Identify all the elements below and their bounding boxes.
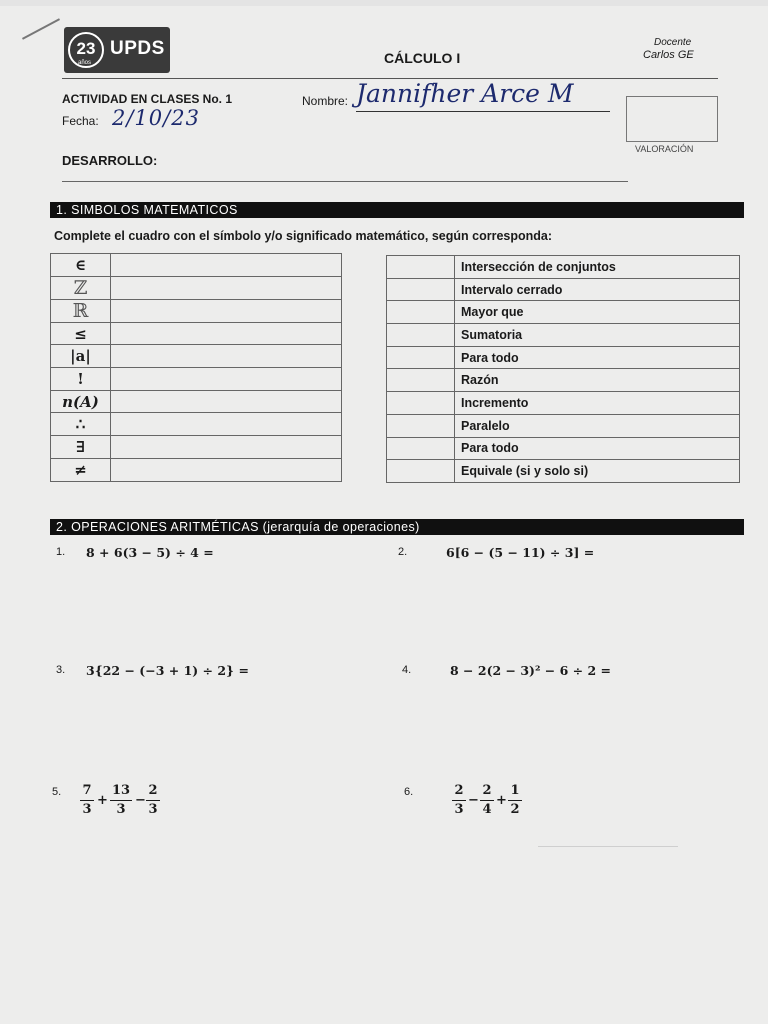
logo-anniversary-number: 23 [68, 32, 104, 68]
meaning-cell: Paralelo [455, 414, 740, 437]
date-label: Fecha: [62, 114, 99, 128]
symbol-cell: ℤ [51, 276, 111, 299]
symbol-cell: |a| [51, 345, 111, 368]
section-2-title: 2. OPERACIONES ARITMÉTICAS (jerarquía de operaciones) [56, 520, 420, 534]
symbol-answer-cell[interactable] [387, 324, 455, 347]
denominator: 3 [454, 802, 464, 817]
numerator: 13 [111, 783, 131, 798]
table-row [51, 436, 342, 459]
faint-divider [538, 846, 678, 847]
question-5-fraction-3 [146, 783, 160, 818]
denominator: 2 [510, 802, 520, 817]
table-row [387, 256, 740, 279]
meaning-answer-cell[interactable] [111, 413, 342, 436]
denominator: 3 [148, 802, 158, 817]
table-row [387, 414, 740, 437]
symbol-answer-cell[interactable] [387, 278, 455, 301]
section-1-title: 1. SIMBOLOS MATEMATICOS [56, 203, 238, 217]
page-top-edge [0, 0, 768, 6]
question-5-operator-1: + [97, 793, 108, 808]
table-row [51, 368, 342, 391]
question-2-number: 2. [398, 546, 408, 558]
question-3-expression: 3{22 − (−3 + 1) ÷ 2} = [86, 663, 249, 678]
question-2-expression: 6[6 − (5 − 11) ÷ 3] = [446, 545, 595, 560]
symbol-answer-cell[interactable] [387, 369, 455, 392]
table-row [51, 276, 342, 299]
meaning-cell: Sumatoria [455, 324, 740, 347]
table-row [51, 458, 342, 481]
meaning-cell: Equivale (si y solo si) [455, 460, 740, 483]
symbol-answer-cell[interactable] [387, 460, 455, 483]
symbol-cell: n(A) [51, 390, 111, 413]
table-row [51, 322, 342, 345]
logo-text: UPDS [110, 38, 165, 59]
meaning-answer-cell[interactable] [111, 368, 342, 391]
numerator: 1 [510, 783, 520, 798]
meaning-answer-cell[interactable] [111, 458, 342, 481]
meaning-cell: Razón [455, 369, 740, 392]
numerator: 2 [148, 783, 158, 798]
meaning-answer-cell[interactable] [111, 390, 342, 413]
table-row [387, 369, 740, 392]
teacher-label: Docente [654, 37, 692, 48]
teacher-name: Carlos GE [643, 49, 694, 61]
denominator: 4 [482, 802, 492, 817]
grade-box[interactable] [626, 96, 718, 142]
question-3-number: 3. [56, 664, 66, 676]
question-5-operator-2: − [135, 793, 146, 808]
symbol-cell: ∴ [51, 413, 111, 436]
meaning-cell: Intervalo cerrado [455, 278, 740, 301]
question-5-fraction-1 [80, 783, 94, 818]
symbol-cell: ∈ [51, 254, 111, 277]
meaning-answer-cell[interactable] [111, 436, 342, 459]
question-4-number: 4. [402, 664, 412, 676]
question-1-expression: 8 + 6(3 − 5) ÷ 4 = [86, 545, 214, 560]
meaning-answer-cell[interactable] [111, 345, 342, 368]
table-row [51, 254, 342, 277]
numerator: 2 [482, 783, 492, 798]
meaning-answer-cell[interactable] [111, 276, 342, 299]
name-underline [356, 111, 610, 112]
symbol-answer-cell[interactable] [387, 392, 455, 415]
numerator: 7 [82, 783, 92, 798]
table-row [387, 392, 740, 415]
name-label: Nombre: [302, 94, 349, 108]
table-row [387, 301, 740, 324]
development-label: DESARROLLO: [62, 153, 158, 168]
table-row [387, 460, 740, 483]
grade-label: VALORACIÓN [635, 144, 694, 154]
symbol-cell: ! [51, 368, 111, 391]
table-row [387, 278, 740, 301]
meaning-answer-cell[interactable] [111, 299, 342, 322]
meaning-answer-cell[interactable] [111, 322, 342, 345]
symbol-answer-cell[interactable] [387, 437, 455, 460]
pen-mark [22, 18, 60, 39]
meaning-cell: Incremento [455, 392, 740, 415]
question-6-fraction-3 [508, 783, 522, 818]
meaning-cell: Intersección de conjuntos [455, 256, 740, 279]
question-5-number: 5. [52, 786, 62, 798]
question-6-fraction-1 [452, 783, 466, 818]
section-2-header [50, 519, 744, 535]
question-6-number: 6. [404, 786, 414, 798]
table-row [387, 324, 740, 347]
table-row [51, 413, 342, 436]
symbol-answer-cell[interactable] [387, 346, 455, 369]
section-1-instructions: Complete el cuadro con el símbolo y/o significado matemático, según corresponda: [54, 229, 553, 243]
date-field[interactable]: 2/10/23 [112, 106, 200, 130]
question-1-number: 1. [56, 546, 66, 558]
symbol-answer-cell[interactable] [387, 414, 455, 437]
question-5-fraction-2 [110, 783, 132, 818]
student-name-field[interactable]: Jannifher Arce M [356, 79, 574, 108]
table-row [51, 345, 342, 368]
question-6-fraction-2 [480, 783, 494, 818]
symbol-answer-cell[interactable] [387, 301, 455, 324]
symbol-cell: ∃ [51, 436, 111, 459]
numerator: 2 [454, 783, 464, 798]
meaning-answer-cell[interactable] [111, 254, 342, 277]
logo-anniversary-sub: años [78, 60, 92, 66]
symbol-cell: ℝ [51, 299, 111, 322]
meanings-table [386, 255, 740, 483]
course-title: CÁLCULO I [384, 50, 461, 66]
activity-title: ACTIVIDAD EN CLASES No. 1 [62, 92, 233, 106]
denominator: 3 [116, 802, 126, 817]
denominator: 3 [82, 802, 92, 817]
symbol-cell: ≠ [51, 458, 111, 481]
table-row [387, 346, 740, 369]
symbol-cell: ≤ [51, 322, 111, 345]
development-underline [62, 181, 628, 182]
table-row [51, 390, 342, 413]
table-row [51, 299, 342, 322]
university-logo [64, 27, 170, 73]
meaning-cell: Para todo [455, 346, 740, 369]
meaning-cell: Para todo [455, 437, 740, 460]
section-1-header [50, 202, 744, 218]
symbols-table [50, 253, 342, 482]
meaning-cell: Mayor que [455, 301, 740, 324]
question-4-expression: 8 − 2(2 − 3)² − 6 ÷ 2 = [450, 663, 612, 678]
symbol-answer-cell[interactable] [387, 256, 455, 279]
table-row [387, 437, 740, 460]
question-6-operator-2: + [496, 793, 507, 808]
question-6-operator-1: − [468, 793, 479, 808]
